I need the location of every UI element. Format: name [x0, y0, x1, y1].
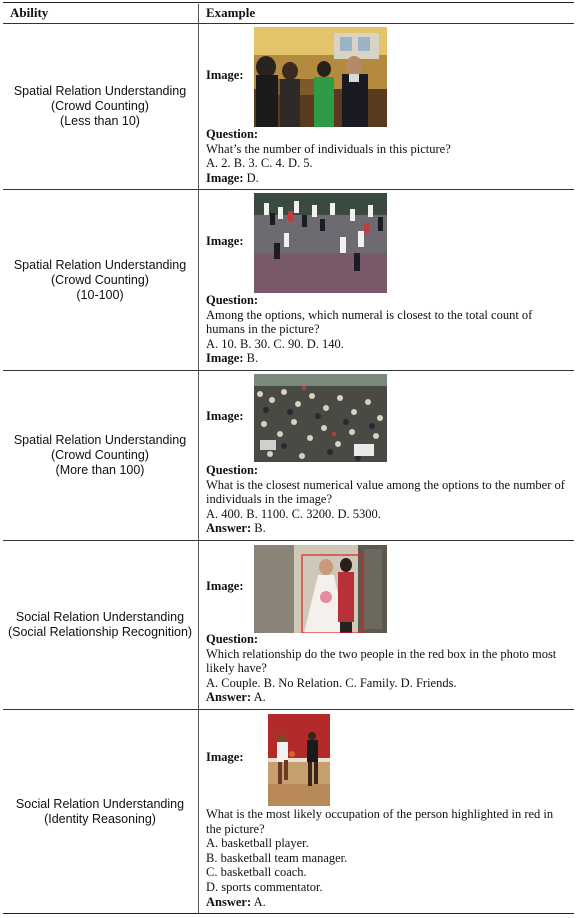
answer-value: B. [251, 521, 266, 536]
header-example: Example [206, 5, 256, 20]
question-text: What’s the number of individuals in this picture? [206, 141, 451, 156]
answer-label: Answer: [206, 690, 252, 705]
answer-label: Image: [206, 351, 244, 366]
answer-value: A. [251, 894, 266, 909]
options-text: A. 10. B. 30. C. 90. D. 140. [206, 336, 344, 351]
ability-cell: Social Relation Understanding (Identity Reasoning) [15, 797, 185, 826]
answer-value: D. [243, 170, 259, 185]
image-label: Image: [206, 579, 244, 593]
answer-line [206, 171, 568, 186]
ability-cell: Spatial Relation Understanding (Crowd Counting) (Less than 10) [13, 84, 187, 128]
answer-label: Image: [206, 170, 244, 185]
header-ability: Ability [10, 5, 49, 20]
question-label: Question: [206, 293, 259, 307]
wedding-couple-image [254, 545, 387, 633]
kitchen-people-image [254, 27, 387, 127]
answer-value: A. [251, 690, 266, 705]
example-text [206, 632, 568, 705]
question-text: Among the options, which numeral is closest to the total count of humans in the picture? [206, 307, 533, 337]
image-label: Image: [206, 409, 244, 423]
basketball-image [268, 714, 330, 806]
answer-value: B. [243, 351, 259, 366]
plaza-crowd-image [254, 193, 387, 293]
ability-cell: Spatial Relation Understanding (Crowd Counting) (10-100) [13, 258, 187, 302]
image-label: Image: [206, 234, 244, 248]
options-text: A. 400. B. 1100. C. 3200. D. 5300. [206, 506, 381, 521]
question-label: Question: [206, 127, 259, 141]
bottom-rule [3, 913, 574, 914]
row-divider [3, 709, 574, 710]
answer-line [206, 690, 568, 705]
question-label: Question: [206, 632, 259, 646]
option-item: A. basketball player. [206, 836, 309, 851]
ability-cell: Social Relation Understanding (Social Relationship Recognition) [7, 610, 193, 639]
answer-line [206, 895, 568, 910]
option-item: C. basketball coach. [206, 865, 307, 880]
row-divider [3, 370, 574, 371]
example-text [206, 127, 568, 185]
options-text: A. 2. B. 3. C. 4. D. 5. [206, 156, 313, 171]
question-text: What is the most likely occupation of the person highlighted in red in the picture? [206, 807, 554, 836]
question-text: What is the closest numerical value among the options to the number of individuals in the image? [206, 477, 565, 507]
header-rule [3, 23, 574, 24]
row-divider [3, 540, 574, 541]
answer-label: Answer: [206, 521, 252, 536]
question-label: Question: [206, 463, 259, 477]
image-label: Image: [206, 68, 244, 82]
example-text [206, 807, 568, 909]
option-item: D. sports commentator. [206, 879, 323, 894]
answer-line [206, 351, 568, 366]
option-item: B. basketball team manager. [206, 850, 348, 865]
ability-cell: Spatial Relation Understanding (Crowd Counting) (More than 100) [13, 433, 187, 477]
top-rule [3, 2, 574, 3]
row-divider [3, 189, 574, 190]
dense-crowd-image [254, 374, 387, 462]
example-text [206, 293, 568, 366]
answer-label: Answer: [206, 894, 252, 909]
image-label: Image: [206, 750, 244, 764]
question-text: Which relationship do the two people in the red box in the photo most likely have? [206, 646, 557, 676]
options-text: A. Couple. B. No Relation. C. Family. D. Friends. [206, 675, 457, 690]
answer-line [206, 521, 568, 536]
column-divider [198, 4, 199, 913]
example-text [206, 463, 568, 536]
